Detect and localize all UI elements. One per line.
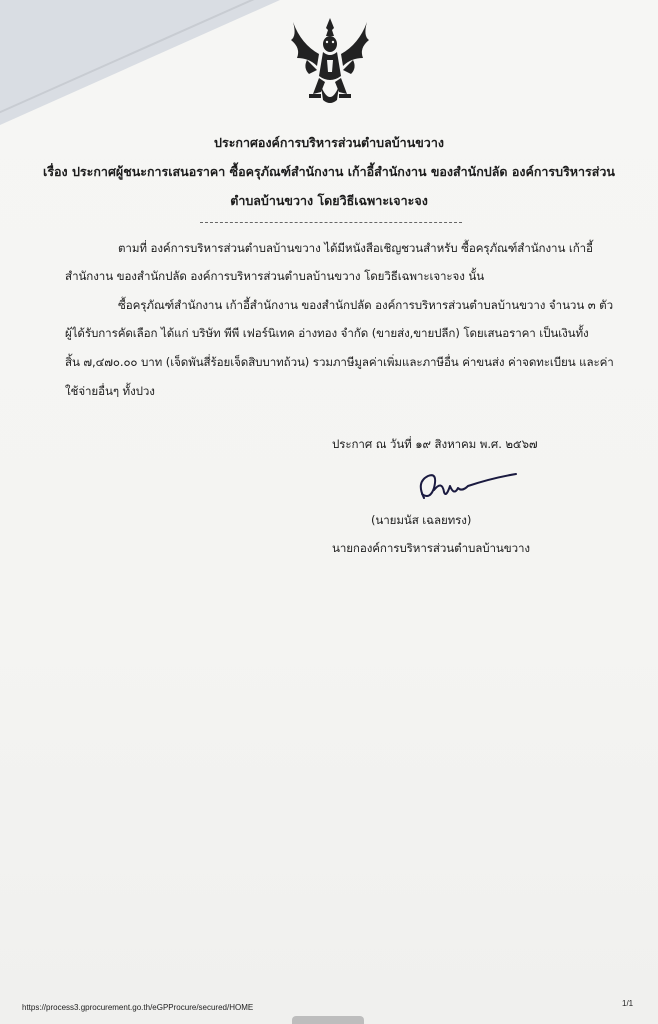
subject-line-2: ตำบลบ้านขวาง โดยวิธีเฉพาะเจาะจง xyxy=(230,193,428,208)
handwritten-signature xyxy=(412,468,522,508)
signer-title: นายกองค์การบริหารส่วนตำบลบ้านขวาง xyxy=(332,541,530,555)
footer-url: https://process3.gprocurement.go.th/eGPProcure/secured/HOME xyxy=(22,1003,254,1012)
body-line-1: ตามที่ องค์การบริหารส่วนตำบลบ้านขวาง ได้มีหนังสือเชิญชวนสำหรับ ซื้อครุภัณฑ์สำนักงาน เก้าอี้ xyxy=(118,241,593,255)
body-line-2: สำนักงาน ของสำนักปลัด องค์การบริหารส่วนตำบลบ้านขวาง โดยวิธีเฉพาะเจาะจง นั้น xyxy=(65,269,485,283)
body-line-3: ซื้อครุภัณฑ์สำนักงาน เก้าอี้สำนักงาน ของสำนักปลัด องค์การบริหารส่วนตำบลบ้านขวาง จำนวน ๓ ตัว xyxy=(118,298,613,312)
garuda-emblem xyxy=(287,14,373,112)
body-line-5: สิ้น ๗,๔๗๐.๐๐ บาท (เจ็ดพันสี่ร้อยเจ็ดสิบบาทถ้วน) รวมภาษีมูลค่าเพิ่มและภาษีอื่น ค่าขนส่ง ค่าจดทะเบียน และค่า xyxy=(65,355,614,369)
body-line-6: ใช้จ่ายอื่นๆ ทั้งปวง xyxy=(65,384,155,398)
folded-corner xyxy=(0,0,280,125)
signer-name: (นายมนัส เฉลยทรง) xyxy=(371,513,472,527)
dashed-divider xyxy=(200,222,462,223)
org-heading: ประกาศองค์การบริหารส่วนตำบลบ้านขวาง xyxy=(214,135,444,150)
bottom-tab xyxy=(292,1016,364,1024)
page-number: 1/1 xyxy=(622,999,634,1008)
subject-line-1: เรื่อง ประกาศผู้ชนะการเสนอราคา ซื้อครุภัณฑ์สำนักงาน เก้าอี้สำนักงาน ของสำนักปลัด องค์การบริหารส่วน xyxy=(43,164,615,179)
announce-date: ประกาศ ณ วันที่ ๑๙ สิงหาคม พ.ศ. ๒๕๖๗ xyxy=(332,437,538,451)
body-line-4: ผู้ได้รับการคัดเลือก ได้แก่ บริษัท พีพี เฟอร์นิเทค อ่างทอง จำกัด (ขายส่ง,ขายปลีก) โดยเสนอราคา เป็นเงินทั้ง xyxy=(65,326,589,340)
